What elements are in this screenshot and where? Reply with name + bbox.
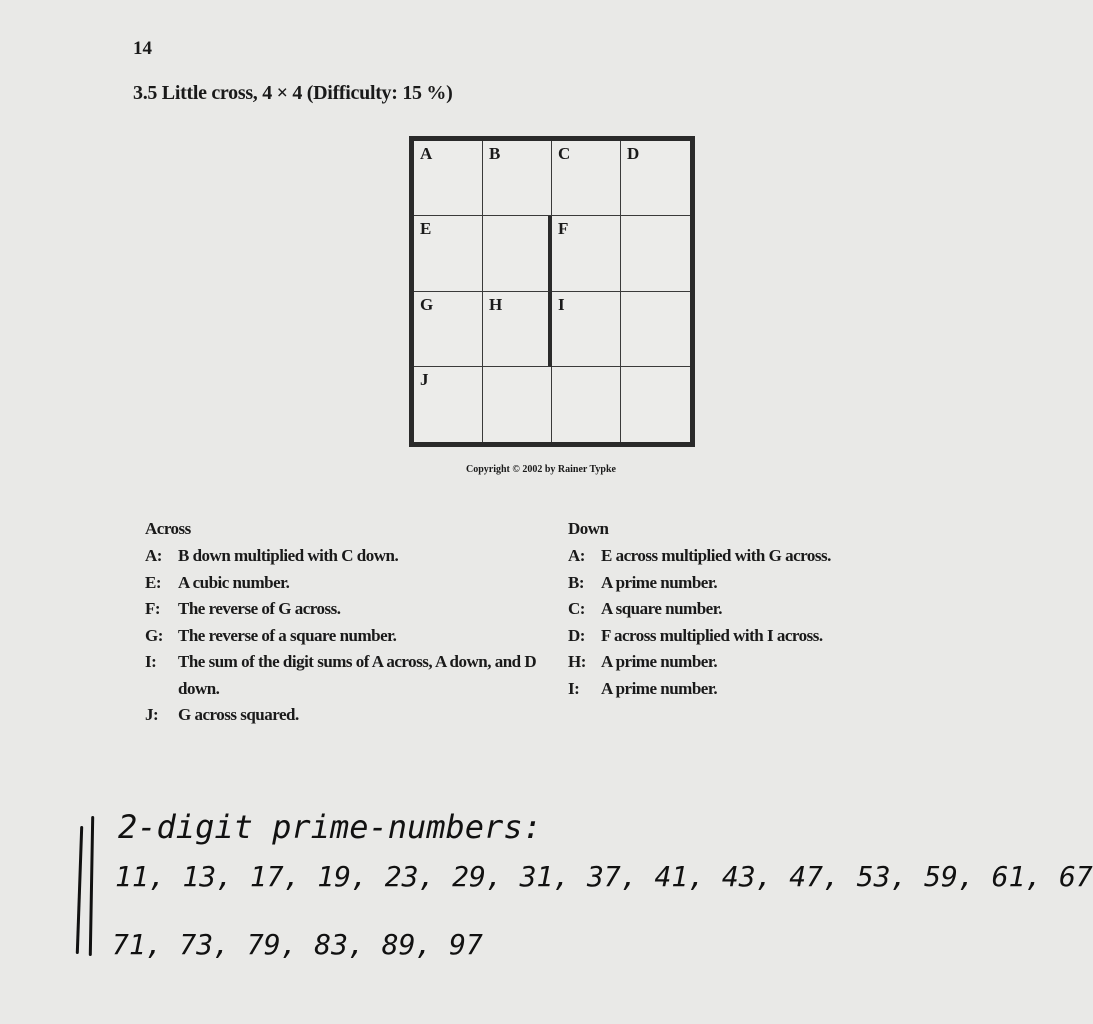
- grid-cell-black-border: [483, 216, 552, 291]
- clue-text: The reverse of G across.: [178, 599, 341, 618]
- clue-key: H:: [568, 652, 586, 671]
- clue-key: I:: [568, 678, 580, 698]
- clue-key: E:: [145, 572, 161, 592]
- clue-item: [568, 649, 928, 676]
- clue-text: F across multiplied with I across.: [601, 625, 823, 645]
- grid-cell: [621, 367, 690, 442]
- grid-cell: [414, 216, 483, 291]
- clue-text: The reverse of a square number.: [178, 625, 397, 645]
- handwritten-heading: 2-digit prime-numbers:: [118, 808, 542, 846]
- handwritten-primes-line: 11, 13, 17, 19, 23, 29, 31, 37, 41, 43, 47, 53, 59, 61, 67: [115, 860, 1093, 893]
- grid-cell: [552, 367, 621, 442]
- cell-label: F: [558, 219, 569, 239]
- grid-cell: [483, 367, 552, 442]
- across-clues: [145, 519, 565, 729]
- handwritten-margin-line: [76, 826, 83, 954]
- clue-text: G across squared.: [178, 705, 299, 724]
- clue-item: [145, 543, 565, 570]
- down-heading: Down: [568, 519, 609, 538]
- clue-key: D:: [568, 625, 585, 645]
- cell-label: B: [489, 144, 501, 163]
- clue-item: [145, 702, 565, 729]
- clue-text: B down multiplied with C down.: [178, 546, 399, 565]
- cell-label: H: [489, 294, 503, 314]
- clue-key: I:: [145, 652, 157, 671]
- grid-cell: [552, 216, 621, 291]
- grid-cell: [483, 141, 552, 216]
- grid-cell: [552, 141, 621, 216]
- grid-cell: [621, 216, 690, 291]
- puzzle-title: 3.5 Little cross, 4 × 4 (Difficulty: 15 %): [133, 82, 453, 104]
- clue-key: F:: [145, 599, 161, 618]
- clue-text: A prime number.: [601, 678, 718, 698]
- grid-cell: [621, 141, 690, 216]
- page-number: 14: [133, 38, 152, 59]
- clue-item: [145, 596, 565, 623]
- clue-text: A cubic number.: [178, 572, 290, 592]
- cell-label: A: [420, 144, 433, 163]
- clue-key: G:: [145, 625, 163, 645]
- clue-text: A square number.: [601, 599, 722, 618]
- clue-key: A:: [568, 546, 585, 565]
- clue-key: C:: [568, 599, 585, 618]
- grid-cell: [414, 141, 483, 216]
- clue-text: A prime number.: [601, 572, 718, 592]
- clue-text: A prime number.: [601, 652, 718, 671]
- across-heading: Across: [145, 519, 191, 538]
- clue-item: [145, 623, 565, 650]
- clue-text: E across multiplied with G across.: [601, 546, 831, 565]
- grid-cell: [414, 292, 483, 367]
- clue-key: J:: [145, 705, 159, 724]
- cell-label: C: [558, 144, 571, 163]
- grid-cell: [621, 292, 690, 367]
- down-clues: [568, 519, 928, 702]
- grid-cell: [552, 292, 621, 367]
- clue-item: [145, 570, 565, 597]
- handwritten-primes-line: 71, 73, 79, 83, 89, 97: [112, 928, 483, 961]
- cell-label: J: [420, 369, 429, 389]
- clue-item: [145, 649, 565, 702]
- crossword-grid: [409, 136, 695, 447]
- cell-label: D: [627, 144, 640, 163]
- clue-item: [568, 676, 928, 703]
- clue-item: [568, 596, 928, 623]
- clue-item: [568, 623, 928, 650]
- clue-item: [568, 543, 928, 570]
- cell-label: I: [558, 294, 565, 314]
- cell-label: E: [420, 219, 432, 239]
- cell-label: G: [420, 294, 434, 314]
- clue-key: A:: [145, 546, 162, 565]
- copyright-notice: Copyright © 2002 by Rainer Typke: [466, 464, 616, 475]
- grid-cell: [483, 292, 552, 367]
- clue-text: The sum of the digit sums of A across, A down, and D down.: [178, 652, 537, 698]
- handwritten-margin-line: [89, 816, 94, 956]
- clue-key: B:: [568, 572, 584, 592]
- grid-cell: [414, 367, 483, 442]
- clue-item: [568, 570, 928, 597]
